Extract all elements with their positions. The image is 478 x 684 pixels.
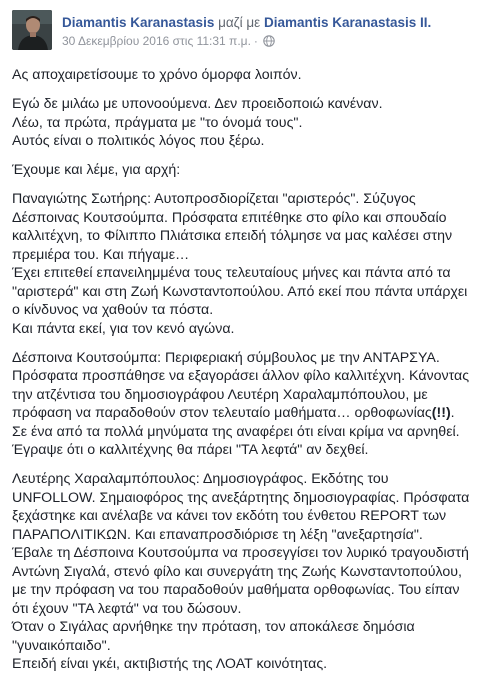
text-line: Και πάντα εκεί, για τον κενό αγώνα. xyxy=(12,320,235,337)
post-body xyxy=(12,66,472,684)
tagged-user-link[interactable]: Diamantis Karanastasis II. xyxy=(263,15,432,30)
profile-photo xyxy=(12,10,52,50)
with-text: μαζί με xyxy=(218,15,261,30)
text-line: Λευτέρης Χαραλαμπόπουλος: Δημοσιογράφος. Εκδότης του UNFOLLOW. Σημαιοφόρος της ανεξάρτητης δημοσιογραφίας. Πρόσφατα ξεχάστηκε και ανέλαβε να κάνει τον εκδότη του ένθετου REPORT των ΠΑΡΑΠΟΛΙΤΙΚΩΝ. Και επαναπροσδιόρισε τη λέξη "ανεξαρτησία". xyxy=(12,471,470,543)
text-line: Έβαλε τη Δέσποινα Κουτσούμπα να προσεγγίσει τον λυρικό τραγουδιστή Αντώνη Σιγαλά, στενό φίλο και συνεργάτη της Ζωής Κωνσταντοπούλου, με την πρόφαση να του παραδοθούν μαθήματα ορθοφωνίας. Του είπαν ότι έχουν "ΤΑ λεφτά" να του δώσουν. xyxy=(12,545,469,617)
post-timestamp[interactable]: 30 Δεκεμβρίου 2016 στις 11:31 π.μ. xyxy=(62,34,251,48)
statement-line: Αυτός είναι ο πολιτικός λόγος που ξέρω. xyxy=(12,133,265,149)
paragraph-koutsoumpa xyxy=(12,349,472,460)
post-meta xyxy=(62,34,275,51)
paragraph-statement xyxy=(12,95,472,151)
exclamation-emphasis: (!!) xyxy=(431,405,451,421)
text-line: Δέσποινα Κουτσούμπα: Περιφεριακή σύμβουλος με την ΑΝΤΑΡΣΥΑ. Πρόσφατα προσπάθησε να εξαγοράσει άλλον φίλο καλλιτέχνη. Κάνοντας την ατζέντισα του δημοσιογράφου Λευτέρη Χαραλαμπόπουλου, με πρόφαση να παραδοθούν στον τελευταίο μαθήματα… ορθοφωνίας xyxy=(12,349,470,421)
post-author-line xyxy=(62,14,431,31)
avatar[interactable] xyxy=(12,10,52,50)
text-line: Παναγιώτης Σωτήρης: Αυτοπροσδιορίζεται "αριστερός". Σύζυγος Δέσποινας Κουτσούμπα. Πρόσφατα επιτέθηκε στο φίλο και σπουδαίο καλλιτέχνη, το Φίλιππο Πλιάτσικα επειδή τόλμησε να μας καλέσει στην πρεμιέρα του. Και πήγαμε… xyxy=(12,191,453,263)
globe-icon[interactable] xyxy=(263,35,275,51)
author-link[interactable]: Diamantis Karanastasis xyxy=(62,15,215,30)
paragraph-list-intro: Έχουμε και λέμε, για αρχή: xyxy=(12,162,181,178)
text-line: Έχει επιτεθεί επανειλημμένα τους τελευταίους μήνες και πάντα από τα "αριστερά" και στη Ζωή Κωνσταντοπούλου. Από εκεί που πάντα υπάρχει ο κίνδυνος να χαθούν τα πόστα. xyxy=(12,265,468,318)
text-line: Έγραψε ότι ο καλλιτέχνης θα πάρει "ΤΑ λεφτά" αν δεχθεί. xyxy=(12,442,369,458)
meta-separator: · xyxy=(253,34,258,48)
statement-line: Εγώ δε μιλάω με υπονοούμενα. Δεν προειδοποιώ κανέναν. xyxy=(12,96,383,112)
text-line: . Σε ένα από τα πολλά μηνύματα της αναφέρει ότι είναι κρίμα να αρνηθεί. xyxy=(12,405,460,440)
paragraph-sotiris xyxy=(12,190,472,338)
text-line: Όταν ο Σιγάλας αρνήθηκε την πρόταση, τον αποκάλεσε δημόσια "γυναικόπαιδο". xyxy=(12,619,415,654)
statement-line: Λέω, τα πρώτα, πράγματα με "το όνομά τους". xyxy=(12,114,303,131)
paragraph-intro: Ας αποχαιρετίσουμε το χρόνο όμορφα λοιπόν. xyxy=(12,67,302,83)
post-header xyxy=(12,8,470,56)
text-line: Επειδή είναι γκέι, ακτιβιστής της ΛΟΑΤ κοινότητας. xyxy=(12,656,328,672)
paragraph-charalampopoulos xyxy=(12,470,472,674)
